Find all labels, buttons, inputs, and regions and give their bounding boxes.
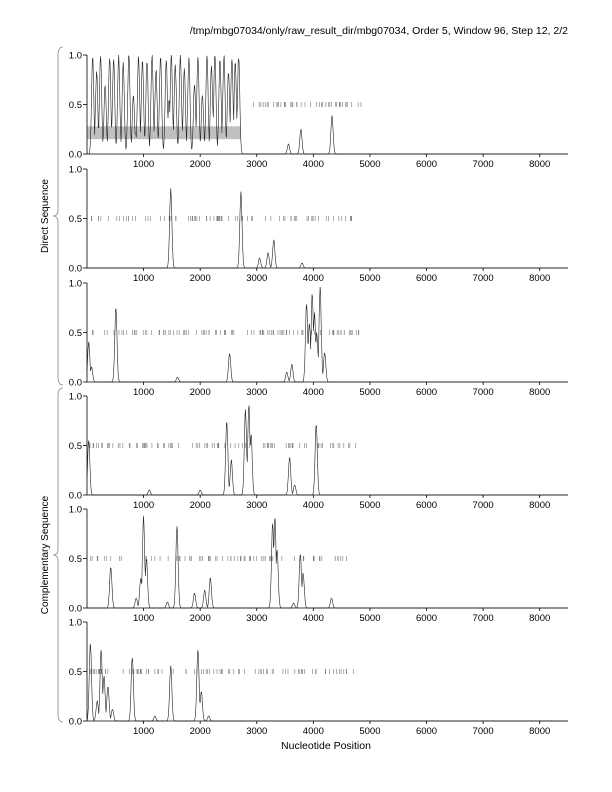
x-tick-label: 5000: [359, 387, 381, 398]
x-tick-label: 1000: [133, 159, 155, 170]
panel-2: [69, 165, 568, 285]
x-tick-label: 1000: [133, 273, 155, 284]
y-tick-label: 1.0: [68, 164, 82, 176]
direct-sequence-label: Direct Sequence: [40, 179, 51, 253]
y-tick-label: 1.0: [68, 617, 82, 629]
x-tick-label: 6000: [415, 159, 438, 170]
x-tick-label: 5000: [359, 613, 381, 624]
series-line: [87, 644, 568, 721]
x-tick-label: 8000: [529, 387, 551, 398]
x-tick-label: 8000: [529, 726, 551, 737]
stop-marks: [91, 216, 351, 221]
x-tick-label: 5000: [359, 500, 381, 511]
x-tick-label: 2000: [189, 387, 211, 398]
x-tick-label: 7000: [472, 500, 494, 511]
x-tick-label: 6000: [415, 500, 438, 511]
x-tick-label: 2000: [189, 159, 211, 170]
panels-group: [69, 51, 568, 738]
y-tick-label: 0.0: [68, 149, 82, 161]
stop-marks: [90, 443, 355, 448]
complementary-sequence-bracket: [53, 388, 63, 722]
x-tick-label: 6000: [415, 726, 438, 737]
x-tick-label: 3000: [246, 613, 268, 624]
x-tick-label: 2000: [189, 726, 211, 737]
x-tick-label: 6000: [415, 387, 438, 398]
x-tick-label: 3000: [246, 726, 268, 737]
direct-sequence-bracket: [53, 47, 63, 385]
x-tick-label: 1000: [133, 726, 155, 737]
stop-marks: [90, 556, 346, 561]
y-tick-label: 1.0: [68, 50, 82, 62]
y-tick-label: 0.0: [68, 490, 82, 502]
x-tick-label: 7000: [472, 387, 494, 398]
x-tick-label: 6000: [415, 273, 438, 284]
x-tick-label: 4000: [302, 159, 324, 170]
x-tick-label: 7000: [472, 159, 494, 170]
x-tick-label: 1000: [133, 387, 155, 398]
x-tick-label: 5000: [359, 159, 381, 170]
y-tick-label: 1.0: [68, 504, 82, 516]
complementary-sequence-label: Complementary Sequence: [40, 495, 51, 615]
x-tick-label: 7000: [472, 273, 494, 284]
y-tick-label: 0.5: [68, 214, 82, 225]
stop-marks: [253, 102, 361, 107]
series-line: [87, 516, 568, 608]
y-tick-label: 0.5: [68, 328, 82, 339]
x-tick-label: 4000: [302, 273, 324, 284]
panel-4: [69, 392, 568, 512]
x-tick-label: 8000: [529, 159, 551, 170]
x-tick-label: 4000: [302, 387, 324, 398]
x-tick-label: 6000: [415, 613, 438, 624]
x-tick-label: 2000: [189, 500, 211, 511]
series-line: [87, 188, 568, 268]
x-tick-label: 5000: [359, 726, 381, 737]
stop-marks: [91, 669, 353, 674]
x-tick-label: 2000: [189, 613, 211, 624]
x-tick-label: 8000: [529, 273, 551, 284]
panel-5: [69, 505, 568, 625]
x-tick-label: 7000: [472, 613, 494, 624]
group-brackets: [40, 47, 63, 722]
y-tick-label: 0.5: [68, 100, 82, 111]
x-axis-label: Nucleotide Position: [281, 740, 371, 752]
x-tick-label: 4000: [302, 500, 324, 511]
plot-title: /tmp/mbg07034/only/raw_result_dir/mbg07034, Order 5, Window 96, Step 12, 2/2: [189, 25, 568, 37]
y-tick-label: 0.5: [68, 441, 82, 452]
x-tick-label: 1000: [133, 613, 155, 624]
series-line: [87, 405, 568, 495]
x-tick-label: 8000: [529, 500, 551, 511]
y-tick-label: 0.5: [68, 554, 82, 565]
x-tick-label: 7000: [472, 726, 494, 737]
x-tick-label: 4000: [302, 726, 324, 737]
x-tick-label: 3000: [246, 273, 268, 284]
y-tick-label: 0.0: [68, 603, 82, 615]
x-tick-label: 1000: [133, 500, 155, 511]
x-tick-label: 3000: [246, 159, 268, 170]
y-tick-label: 0.0: [68, 377, 82, 389]
y-tick-label: 0.0: [68, 716, 82, 728]
y-tick-label: 0.0: [68, 263, 82, 275]
x-tick-label: 3000: [246, 500, 268, 511]
panel-3: [69, 279, 568, 399]
x-tick-label: 4000: [302, 613, 324, 624]
x-tick-label: 2000: [189, 273, 211, 284]
x-tick-label: 3000: [246, 387, 268, 398]
panel-1: [69, 51, 568, 171]
x-tick-label: 5000: [359, 273, 381, 284]
y-tick-label: 1.0: [68, 391, 82, 403]
x-tick-label: 8000: [529, 613, 551, 624]
y-tick-label: 1.0: [68, 278, 82, 290]
y-tick-label: 0.5: [68, 667, 82, 678]
panel-6: [69, 618, 568, 738]
